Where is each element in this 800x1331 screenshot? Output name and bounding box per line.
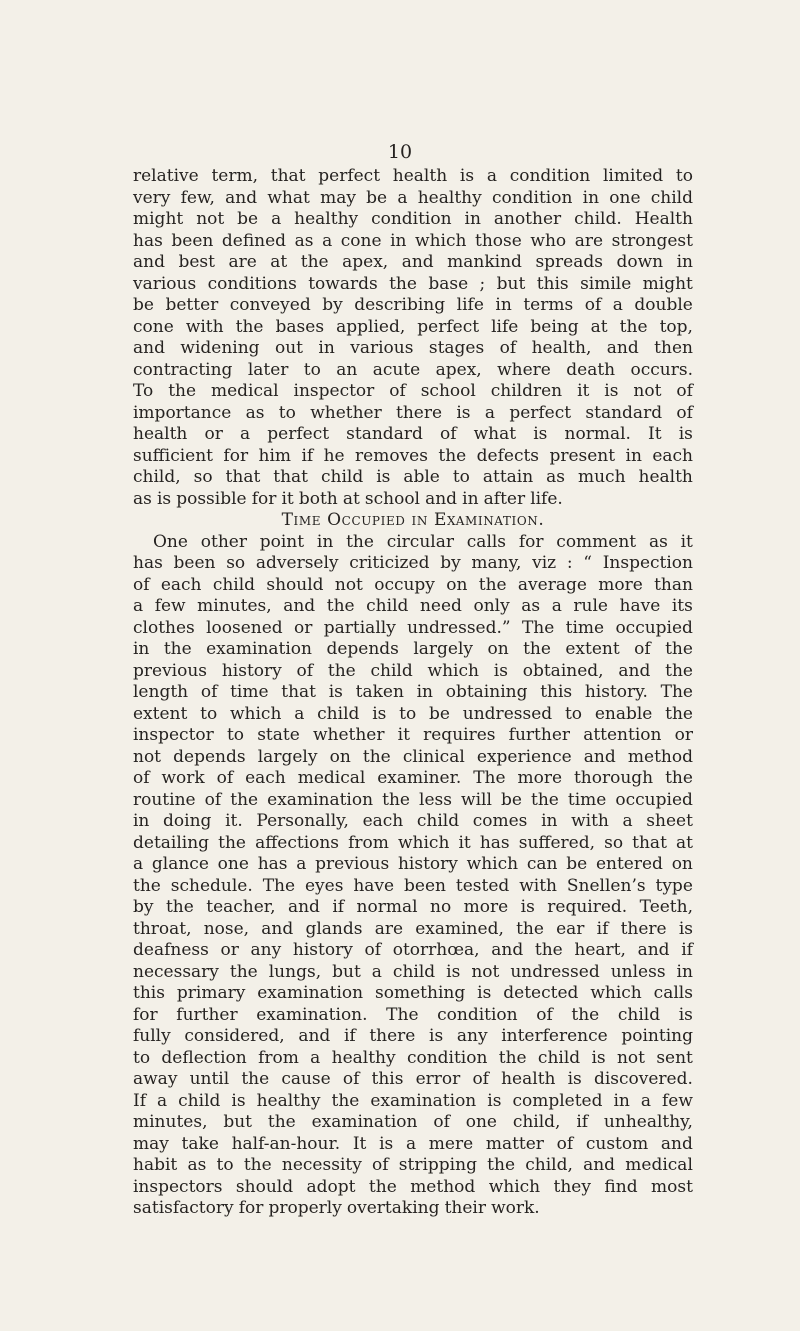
text-line: If a child is healthy the examination is completed in a few [133,1090,693,1111]
paragraph-health-definition [133,166,693,510]
page-number: 10 [387,141,413,163]
text-line: throat, nose, and glands are examined, the ear if there is [133,918,693,939]
section-heading: Time Occupied in Examination. [281,510,545,530]
text-line: might not be a healthy condition in another child. Health [133,209,693,229]
text-line: this primary examination something is detected which calls [133,983,693,1003]
text-line: the schedule. The eyes have been tested with Snellen’s type [133,875,693,896]
paragraph-time-occupied [133,532,693,1220]
text-line: various conditions towards the base ; but this simile might [133,273,693,294]
text-line: necessary the lungs, but a child is not undressed unless in [133,961,693,982]
text-line: cone with the bases applied, perfect life being at the top, [133,316,693,337]
text-line: To the medical inspector of school children it is not of [133,381,693,401]
text-line: minutes, but the examination of one child, if unhealthy, [133,1112,693,1132]
text-line: routine of the examination the less will be the time occupied [133,789,693,810]
text-line: not depends largely on the clinical experience and method [133,746,693,767]
text-line: habit as to the necessity of stripping the child, and medical [133,1155,693,1175]
text-line: fully considered, and if there is any interference pointing [133,1026,693,1046]
text-line: has been defined as a cone in which those who are strongest [133,230,693,251]
text-line: by the teacher, and if normal no more is required. Teeth, [133,897,693,917]
text-line: length of time that is taken in obtaining this history. The [133,682,693,702]
text-line: a few minutes, and the child need only as a rule have its [133,596,693,616]
text-line: in doing it. Personally, each child comes in with a sheet [133,811,693,831]
text-line: importance as to whether there is a perfect standard of [133,402,693,423]
text-line: inspectors should adopt the method which they find most [133,1176,693,1197]
text-line: a glance one has a previous history which can be entered on [133,854,693,874]
text-line: for further examination. The condition of the child is [133,1004,693,1025]
text-line: relative term, that perfect health is a condition limited to [133,166,693,186]
text-line: child, so that that child is able to attain as much health [133,467,693,487]
text-line: and best are at the apex, and mankind spreads down in [133,252,693,272]
text-line: satisfactory for properly overtaking their work. [133,1198,540,1218]
text-line: One other point in the circular calls for comment as it [153,531,693,552]
text-line: deafness or any history of otorrhœa, and the heart, and if [133,940,693,960]
text-line: sufficient for him if he removes the defects present in each [133,445,693,466]
text-line: away until the cause of this error of health is discovered. [133,1069,693,1089]
text-line: very few, and what may be a healthy condition in one child [133,187,693,208]
text-line: in the examination depends largely on the extent of the [133,639,693,659]
text-line: contracting later to an acute apex, where death occurs. [133,359,693,380]
text-line: as is possible for it both at school and in after life. [133,488,563,509]
text-line: has been so adversely criticized by many, viz : “ Inspection [133,553,693,573]
text-line: of work of each medical examiner. The more thorough the [133,768,693,788]
text-line: health or a perfect standard of what is normal. It is [133,424,693,444]
text-line: clothes loosened or partially undressed.” The time occupied [133,617,693,638]
text-line: inspector to state whether it requires further attention or [133,725,693,745]
text-line: may take half-an-hour. It is a mere matter of custom and [133,1133,693,1154]
text-line: of each child should not occupy on the average more than [133,574,693,595]
text-line: detailing the affections from which it has suffered, so that at [133,832,693,853]
text-line: previous history of the child which is obtained, and the [133,660,693,681]
body-text [133,166,693,1220]
text-line: be better conveyed by describing life in terms of a double [133,295,693,315]
text-line: to deflection from a healthy condition the child is not sent [133,1047,693,1068]
text-line: extent to which a child is to be undressed to enable the [133,703,693,724]
text-line: and widening out in various stages of health, and then [133,338,693,358]
